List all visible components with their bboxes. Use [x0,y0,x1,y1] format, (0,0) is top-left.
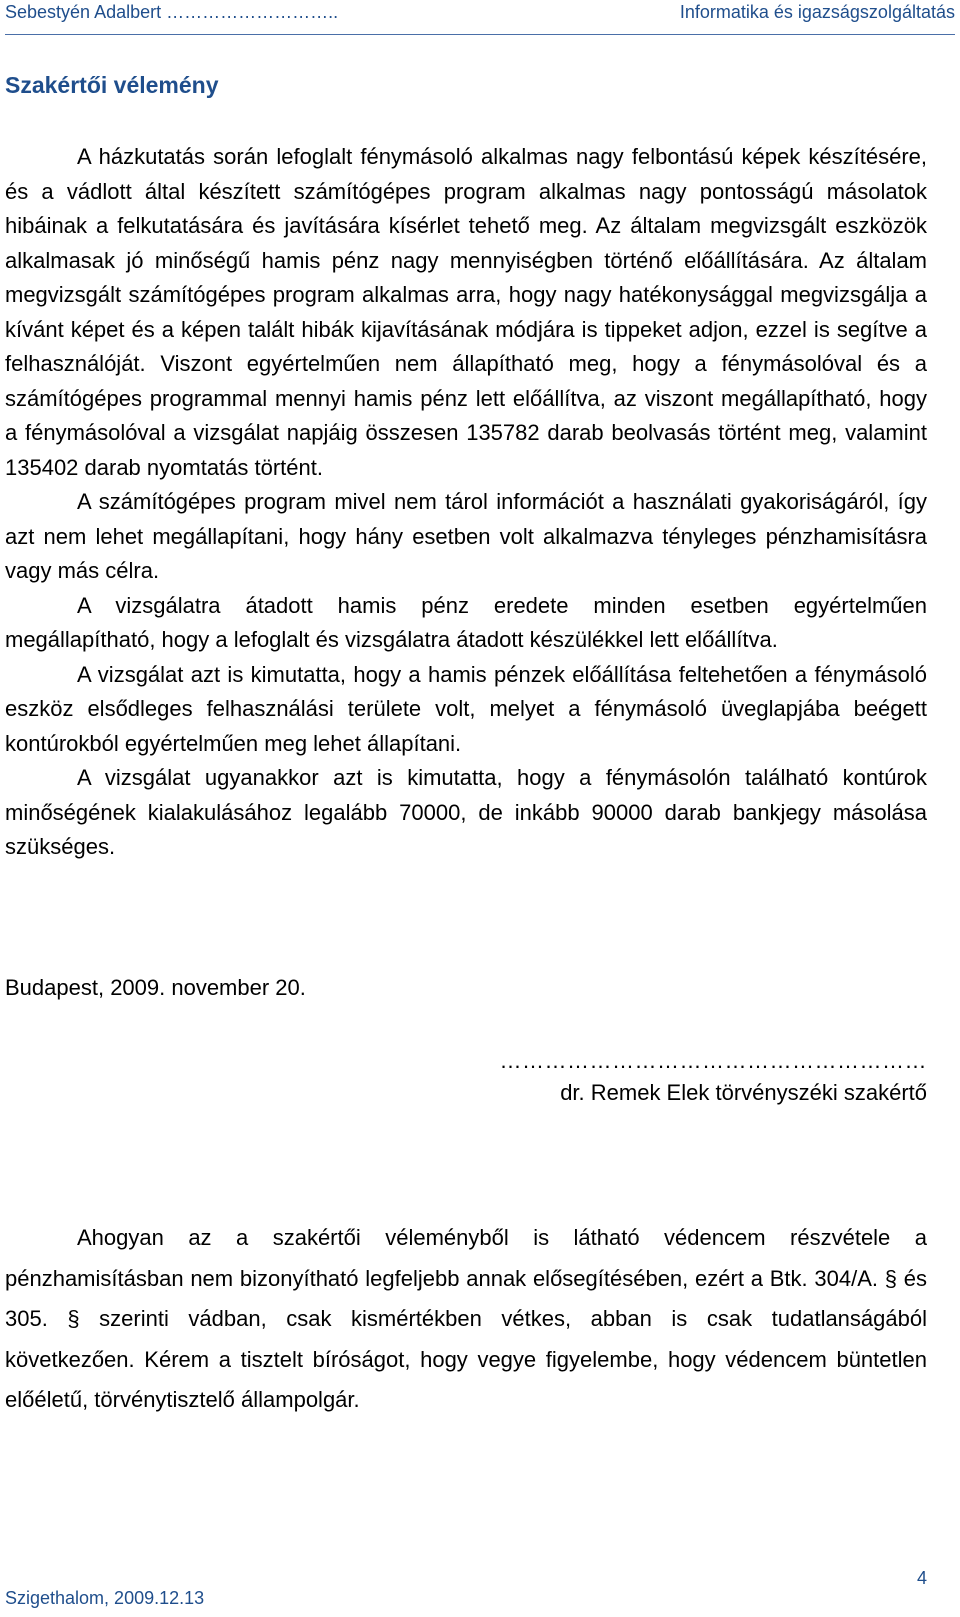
header-subject: Informatika és igazságszolgáltatás [679,2,955,22]
paragraph: A vizsgálat ugyanakkor azt is kimutatta, hogy a fénymásolón található kontúrok minőségének kialakulásához legalább 70000, de inkább 90000 darab bankjegy másolása szükséges. [5,765,927,859]
place-and-date: Budapest, 2009. november 20. [5,975,306,1000]
header-divider [5,34,955,35]
paragraph: Ahogyan az a szakértői véleményből is látható védencem részvétele a pénzhamisításban nem bizonyítható legfeljebb annak elősegítésében, ezért a Btk. 304/A. § és 305. § szerinti vádban, csak kismértékben vétkes, abban is csak tudatlanságából következően. Kérem a tisztelt bíróságot, hogy vegye figyelembe, hogy védencem büntetlen előéletű, törvénytisztelő állampolgár. [5,1225,927,1412]
page-number: 4 [916,1568,927,1588]
page-header [5,2,955,32]
paragraph: A számítógépes program mivel nem tárol információt a használati gyakoriságáról, így azt nem lehet megállapítani, hogy hány esetben volt alkalmazva tényleges pénzhamisításra vagy más célra. [5,489,927,583]
paragraph: A vizsgálat azt is kimutatta, hogy a hamis pénzek előállítása feltehetően a fénymásoló eszköz elsődleges felhasználási területe volt, melyet a fénymásoló üveglapjába beégett kontúrokból egyértelműen meg lehet állapítani. [5,661,927,756]
signature-line: ………………………………………………… [499,1048,927,1073]
closing-argument [5,1218,927,1421]
header-author: Sebestyén Adalbert ……………………….. [5,2,339,22]
footer-place-date: Szigethalom, 2009.12.13 [5,1588,205,1608]
expert-opinion-body [5,140,927,865]
signatory-name: dr. Remek Elek törvényszéki szakértő [560,1080,927,1105]
paragraph: A vizsgálatra átadott hamis pénz eredete minden esetben egyértelműen megállapítható, hogy a lefoglalt és vizsgálatra átadott készülékkel lett előállítva. [5,592,927,652]
section-title: Szakértői vélemény [5,72,219,98]
paragraph: A házkutatás során lefoglalt fénymásoló alkalmas nagy felbontású képek készítésére, és a vádlott által készített számítógépes program alkalmas nagy pontosságú másolatok hibáinak a felkutatására és javítására kísérlet tehető meg. Az általam megvizsgált eszközök alkalmasak jó minőségű hamis pénz nagy mennyiségben történő előállítására. Az általam megvizsgált számítógépes program alkalmas arra, hogy nagy hatékonysággal megvizsgálja a kívánt képet és a képen talált hibák kijavításának módjára is tippeket adjon, ezzel is segítve a felhasználóját. Viszont egyértelműen nem állapítható meg, hogy a fénymásolóval és a számítógépes programmal mennyi hamis pénz lett előállítva, az viszont megállapítható, hogy a fénymásolóval a vizsgálat napjáig összesen 135782 darab beolvasás történt meg, valamint 135402 darab nyomtatás történt. [5,144,927,480]
